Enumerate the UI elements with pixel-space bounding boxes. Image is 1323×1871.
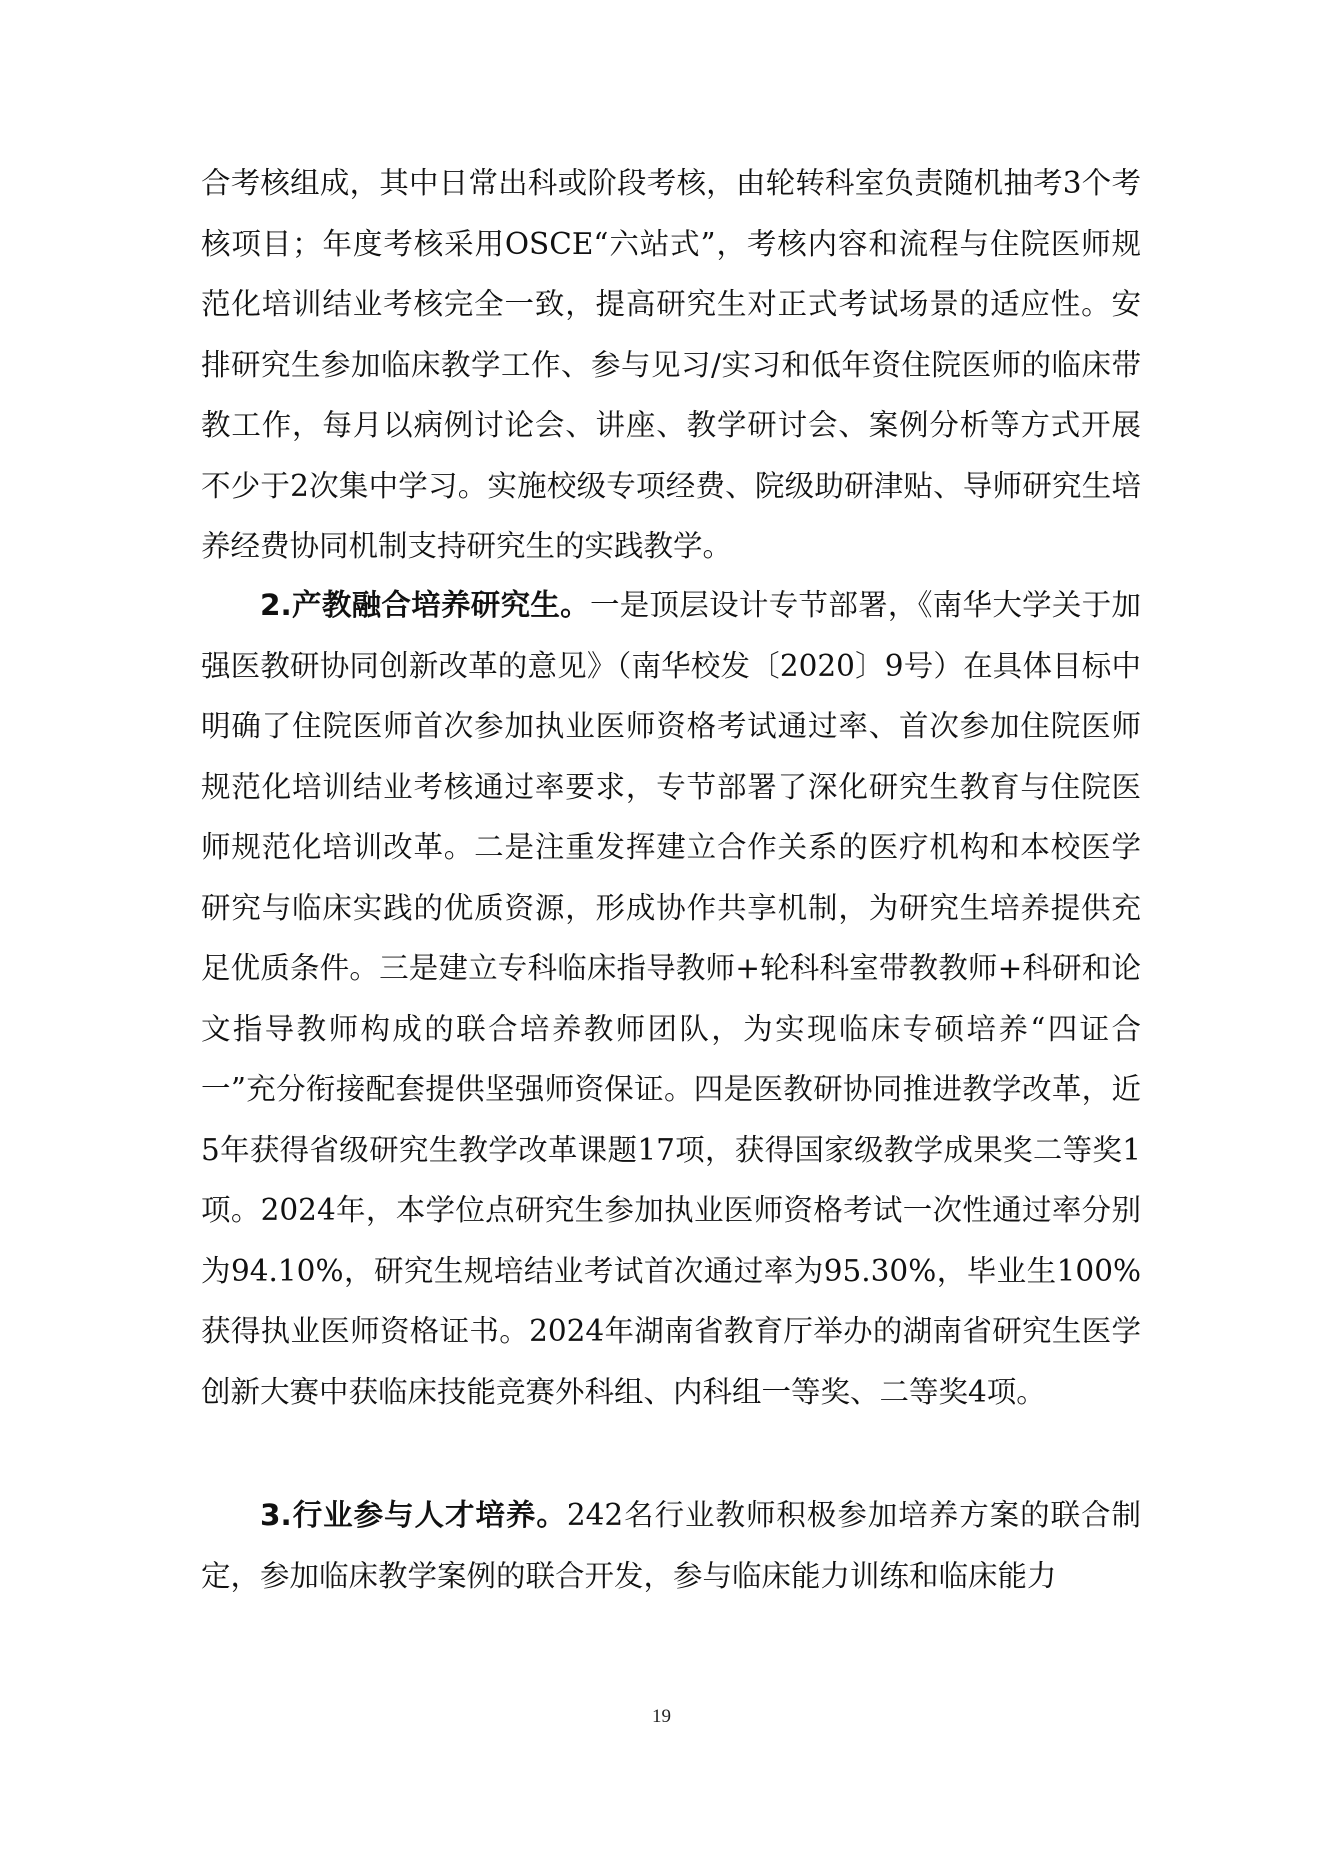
section-industry-participation [201, 1485, 1141, 1606]
section-heading: 3.行业参与人才培养。 [260, 1498, 567, 1532]
paragraph-text: 合考核组成，其中日常出科或阶段考核，由轮转科室负责随机抽考3个考核项目；年度考核采用OSCE“六站式”，考核内容和流程与住院医师规范化培训结业考核完全一致，提高研究生对正式考试场景的适应性。安排研究生参加临床教学工作、参与见习/实习和低年资住院医师的临床带教工作，每月以病例讨论会、讲座、教学研讨会、案例分析等方式开展不少于2次集中学习。实施校级专项经费、院级助研津贴、导师研究生培养经费协同机制支持研究生的实践教学。 [201, 166, 1141, 563]
section-industry-education-integration [201, 575, 1141, 1422]
page-number: 19 [652, 1706, 671, 1727]
section-heading: 2.产教融合培养研究生。 [260, 588, 590, 622]
section-paragraph [201, 575, 1141, 1422]
section-body: 242名行业教师积极参加培养方案的联合制定，参加临床教学案例的联合开发，参与临床能力训练和临床能力 [201, 1498, 1142, 1593]
section-body: 一是顶层设计专节部署，《南华大学关于加强医教研协同创新改革的意见》（南华校发〔2020〕9号）在具体目标中明确了住院医师首次参加执业医师资格考试通过率、首次参加住院医师规范化培训结业考核通过率要求，专节部署了深化研究生教育与住院医师规范化培训改革。二是注重发挥建立合作关系的医疗机构和本校医学研究与临床实践的优质资源，形成协作共享机制，为研究生培养提供充足优质条件。三是建立专科临床指导教师+轮科科室带教教师+科研和论文指导教师构成的联合培养教师团队，为实现临床专硕培养“四证合一”充分衔接配套提供坚强师资保证。四是医教研协同推进教学改革，近5年获得省级研究生教学改革课题17项，获得国家级教学成果奖二等奖1项。2024年，本学位点研究生参加执业医师资格考试一次性通过率分别为94.10%，研究生规培结业考试首次通过率为95.30%，毕业生100%获得执业医师资格证书。2024年湖南省教育厅举办的湖南省研究生医学创新大赛中获临床技能竞赛外科组、内科组一等奖、二等奖4项。 [201, 588, 1141, 1409]
paragraph-continuation [201, 153, 1141, 577]
section-paragraph [201, 1485, 1141, 1606]
